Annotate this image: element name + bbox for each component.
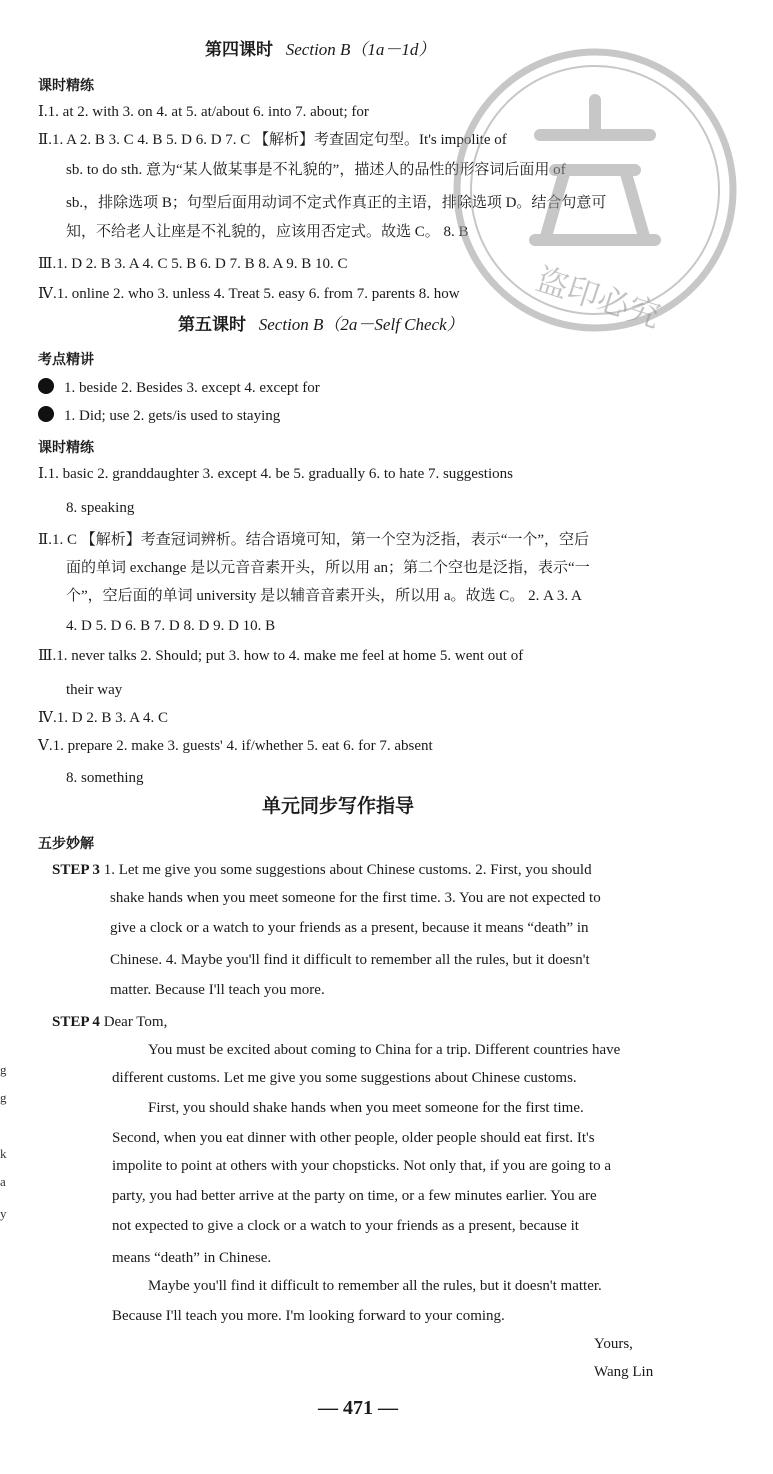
section5-heading-practice: 课时精练 [38,440,94,456]
edge-char-2: g [0,1090,7,1105]
step3-line-1 [52,860,592,880]
section5-iv: Ⅳ.1. D 2. B 3. A 4. C [38,710,169,726]
letter-p1-1: You must be excited about coming to China for a trip. Different countries have [148,1042,621,1058]
letter-p3-1: Maybe you'll find it difficult to remember all the rules, but it doesn't matter. [148,1278,602,1294]
edge-char-3: k [0,1146,7,1161]
letter-p2-2: Second, when you eat dinner with other people, older people should eat first. It's [112,1130,595,1146]
keypoint-1-text: 1. beside 2. Besides 3. except 4. except for [64,380,320,396]
step3-line-2: shake hands when you meet someone for the first time. 3. You are not expected to [110,890,601,906]
section4-answers-3: Ⅲ.1. D 2. B 3. A 4. C 5. B 6. D 7. B 8. A 9. B 10. C [38,256,348,272]
section4-answers-1: Ⅰ.1. at 2. with 3. on 4. at 5. at/about 6. into 7. about; for [38,104,369,120]
section5-i-1: Ⅰ.1. basic 2. granddaughter 3. except 4. be 5. gradually 6. to hate 7. suggestions [38,466,513,482]
section4-answers-2b: sb. to do sth. 意为“某人做某事是不礼貌的”，描述人的品性的形容词后面用 of [66,162,566,178]
step3-line-3: give a clock or a watch to your friends as a present, because it means “death” in [110,920,589,936]
letter-p2-3: impolite to point at others with your chopsticks. Not only that, if you are going to a [112,1158,612,1174]
step3-line-4: Chinese. 4. Maybe you'll find it difficult to remember all the rules, but it doesn't [110,952,590,968]
section5-i-2: 8. speaking [66,500,135,516]
step3-text-1: 1. Let me give you some suggestions about Chinese customs. 2. First, you should [103,862,592,878]
section5-iii-1: Ⅲ.1. never talks 2. Should; put 3. how to 4. make me feel at home 5. went out of [38,648,524,664]
keypoint-2-text: 1. Did; use 2. gets/is used to staying [64,408,281,424]
edge-char-4: a [0,1174,6,1189]
letter-p2-1: First, you should shake hands when you meet someone for the first time. [148,1100,584,1116]
stamp-inner-ring [471,66,719,314]
section5-heading-keypoints: 考点精讲 [38,352,94,368]
section5-v-2: 8. something [66,770,144,786]
writing-heading: 五步妙解 [38,836,94,852]
edge-char-1: g [0,1062,7,1077]
bullet-1-icon [38,378,54,394]
step3-label: STEP 3 [52,862,100,878]
section4-title-en: Section B（1a－1d） [285,40,436,59]
step4-greeting: Dear Tom, [103,1014,168,1030]
section4-answers-4: Ⅳ.1. online 2. who 3. unless 4. Treat 5. easy 6. from 7. parents 8. how [38,286,460,302]
bullet-2-icon [38,406,54,422]
section4-heading: 课时精练 [38,78,94,94]
letter-p2-5: not expected to give a clock or a watch to your friends as a present, because it [112,1218,579,1234]
section4-title-cn: 第四课时 [205,40,273,59]
section4-answers-2d: 知，不给老人让座是不礼貌的，应该用否定式。故选 C。 8. B [66,224,469,240]
step3-line-5: matter. Because I'll teach you more. [110,982,325,998]
section4-title [205,40,435,60]
watermark-stamp [445,40,745,340]
stamp-outer-ring [457,52,733,328]
section5-ii-4: 4. D 5. D 6. B 7. D 8. D 9. D 10. B [66,618,276,634]
section4-answers-2c: sb.，排除选项 B；句型后面用动词不定式作真正的主语，排除选项 D。结合句意可 [66,195,607,211]
page-number: — 471 — [318,1397,398,1419]
letter-p2-6: means “death” in Chinese. [112,1250,272,1266]
step4-label: STEP 4 [52,1014,100,1030]
letter-closing: Yours, [594,1336,633,1352]
section5-iii-2: their way [66,682,123,698]
section5-ii-2: 面的单词 exchange 是以元音音素开头，所以用 an；第二个空也是泛指，表示“一 [66,560,590,576]
section5-v-1: Ⅴ.1. prepare 2. make 3. guests' 4. if/whether 5. eat 6. for 7. absent [38,738,433,754]
section5-ii-1: Ⅱ.1. C 【解析】考查冠词辨析。结合语境可知，第一个空为泛指，表示“一个”，空后 [38,532,590,548]
edge-char-5: y [0,1206,7,1221]
letter-p1-2: different customs. Let me give you some suggestions about Chinese customs. [112,1070,577,1086]
section5-title [178,315,464,335]
keypoint-1 [38,378,320,398]
step4-line-0 [52,1012,167,1032]
section5-title-en: Section B（2a－Self Check） [258,315,464,334]
writing-title: 单元同步写作指导 [262,796,415,817]
section5-ii-3: 个”，空后面的单词 university 是以辅音音素开头，所以用 a。故选 C。 2. A 3. A [66,588,582,604]
letter-p2-4: party, you had better arrive at the party on time, or a few minutes earlier. You are [112,1188,597,1204]
stamp-text: 盗印必究 [531,259,666,336]
letter-p3-2: Because I'll teach you more. I'm looking forward to your coming. [112,1308,505,1324]
letter-signature: Wang Lin [594,1364,654,1380]
section4-answers-2a: Ⅱ.1. A 2. B 3. C 4. B 5. D 6. D 7. C 【解析】考查固定句型。It's impolite of [38,132,507,148]
keypoint-2 [38,406,280,426]
section5-title-cn: 第五课时 [178,315,246,334]
